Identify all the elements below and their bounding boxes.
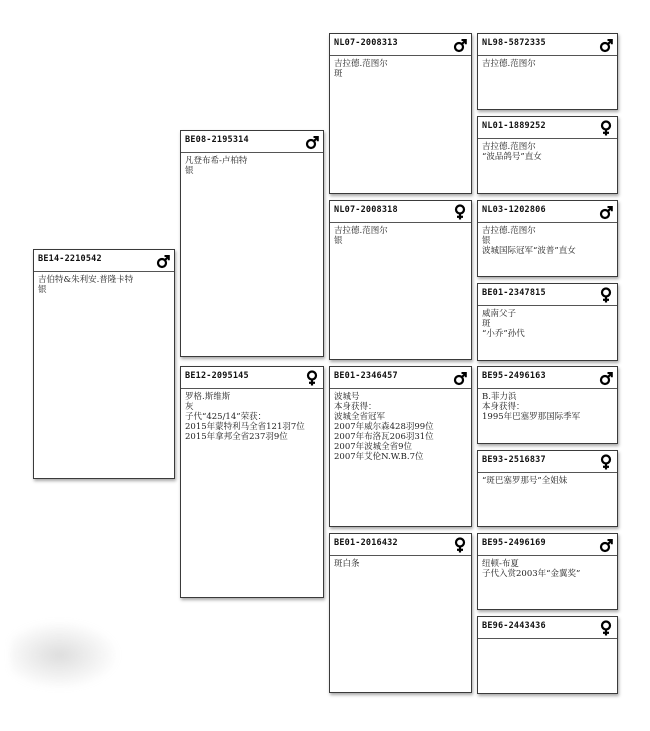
card-body (478, 223, 617, 259)
card-text-line: 波城全省冠军 (334, 412, 386, 422)
card-header (181, 367, 323, 389)
male-symbol-icon (305, 134, 319, 150)
card-text-line: 吉伯特&朱利安.普隆卡特 (38, 275, 134, 285)
male-symbol-icon (453, 37, 467, 53)
pedigree-card (477, 366, 618, 444)
card-text-line: 本身获得： (334, 402, 377, 412)
card-header (330, 201, 471, 223)
ring-number: NL07-2008313 (334, 38, 398, 48)
pedigree-card (329, 366, 472, 527)
pedigree-card (477, 283, 618, 361)
pedigree-card (477, 116, 618, 194)
card-body (181, 389, 323, 445)
card-header (478, 367, 617, 389)
card-text-line: 纽顿-布夏 (482, 559, 519, 569)
pedigree-card (477, 533, 618, 610)
card-text-line: 吉拉德.范图尔 (482, 59, 536, 69)
card-header (478, 617, 617, 639)
pedigree-card (180, 130, 324, 357)
card-header (181, 131, 323, 153)
ring-number: BE01-2346457 (334, 371, 398, 381)
ring-number: NL01-1889252 (482, 121, 546, 131)
card-header (478, 117, 617, 139)
pedigree-card (477, 200, 618, 277)
pedigree-card (477, 450, 618, 527)
card-text-line: 2015年拿邦全省237羽9位 (185, 432, 288, 442)
male-symbol-icon (599, 370, 613, 386)
card-text-line: 罗格.斯维斯 (185, 392, 231, 402)
card-text-line: 1995年巴塞罗那国际季军 (482, 412, 581, 422)
card-header (478, 534, 617, 556)
card-body (478, 639, 617, 645)
card-body (478, 306, 617, 342)
card-text-line: 2007年艾伦N.W.B.7位 (334, 452, 424, 462)
female-symbol-icon (599, 120, 613, 136)
pedigree-card (329, 533, 472, 693)
pedigree-card (329, 200, 472, 360)
ring-number: NL07-2008318 (334, 205, 398, 215)
card-body (478, 556, 617, 582)
card-body (330, 56, 471, 82)
card-text-line: B.菲力浜 (482, 392, 517, 402)
card-body (478, 56, 617, 72)
card-text-line: 银 (482, 236, 491, 246)
male-symbol-icon (599, 37, 613, 53)
card-text-line: “小乔”孙代 (482, 329, 525, 339)
male-symbol-icon (599, 204, 613, 220)
card-text-line: 吉拉德.范图尔 (482, 142, 536, 152)
card-header (330, 534, 471, 556)
ring-number: NL98-5872335 (482, 38, 546, 48)
card-text-line: 吉拉德.范图尔 (482, 226, 536, 236)
male-symbol-icon (599, 537, 613, 553)
card-body (34, 272, 174, 298)
ring-number: BE12-2095145 (185, 371, 249, 381)
card-body (330, 389, 471, 465)
card-text-line: 波城国际冠军“波普”直女 (482, 246, 576, 256)
card-text-line: 2007年布洛瓦206羽31位 (334, 432, 434, 442)
ring-number: BE93-2516837 (482, 455, 546, 465)
card-text-line: 子代“425/14”荣获： (185, 412, 267, 422)
female-symbol-icon (599, 620, 613, 636)
background-smudge (10, 620, 120, 690)
card-text-line: 2015年蒙特利马全省121羽7位 (185, 422, 305, 432)
card-header (478, 284, 617, 306)
card-header (330, 34, 471, 56)
card-text-line: 斑白条 (334, 559, 360, 569)
card-body (478, 473, 617, 489)
card-text-line: 吉拉德.范图尔 (334, 59, 388, 69)
card-text-line: 威南父子 (482, 309, 517, 319)
card-text-line: 灰 (185, 402, 194, 412)
card-text-line: 波城号 (334, 392, 360, 402)
card-header (34, 250, 174, 272)
card-body (181, 153, 323, 179)
ring-number: BE95-2496169 (482, 538, 546, 548)
card-text-line: 银 (185, 166, 194, 176)
card-header (330, 367, 471, 389)
ring-number: BE96-2443436 (482, 621, 546, 631)
card-body (330, 223, 471, 249)
card-body (478, 139, 617, 165)
card-text-line: 吉拉德.范图尔 (334, 226, 388, 236)
card-text-line: 2007年威尔森428羽99位 (334, 422, 434, 432)
ring-number: BE01-2347815 (482, 288, 546, 298)
ring-number: NL03-1202806 (482, 205, 546, 215)
card-text-line: 2007年波城全省9位 (334, 442, 413, 452)
card-header (478, 201, 617, 223)
card-text-line: 子代入赏2003年“金翼奖” (482, 569, 581, 579)
card-text-line: 本身获得： (482, 402, 525, 412)
pedigree-card (329, 33, 472, 194)
male-symbol-icon (156, 253, 170, 269)
ring-number: BE95-2496163 (482, 371, 546, 381)
pedigree-card (180, 366, 324, 598)
ring-number: BE01-2016432 (334, 538, 398, 548)
male-symbol-icon (453, 370, 467, 386)
card-body (330, 556, 471, 572)
female-symbol-icon (453, 204, 467, 220)
pedigree-card (477, 33, 618, 110)
card-header (478, 451, 617, 473)
card-text-line: 斑 (482, 319, 491, 329)
female-symbol-icon (453, 537, 467, 553)
card-text-line: 斑 (334, 69, 343, 79)
card-text-line: 凡登布希-卢柏特 (185, 156, 248, 166)
pedigree-card (477, 616, 618, 694)
card-text-line: “斑巴塞罗那号”全姐妹 (482, 476, 568, 486)
card-text-line: 银 (38, 285, 47, 295)
ring-number: BE14-2210542 (38, 254, 102, 264)
card-text-line: 银 (334, 236, 343, 246)
female-symbol-icon (599, 454, 613, 470)
card-body (478, 389, 617, 425)
pedigree-card (33, 249, 175, 479)
card-header (478, 34, 617, 56)
ring-number: BE08-2195314 (185, 135, 249, 145)
card-text-line: “波品鸽号”直女 (482, 152, 542, 162)
female-symbol-icon (305, 370, 319, 386)
female-symbol-icon (599, 287, 613, 303)
